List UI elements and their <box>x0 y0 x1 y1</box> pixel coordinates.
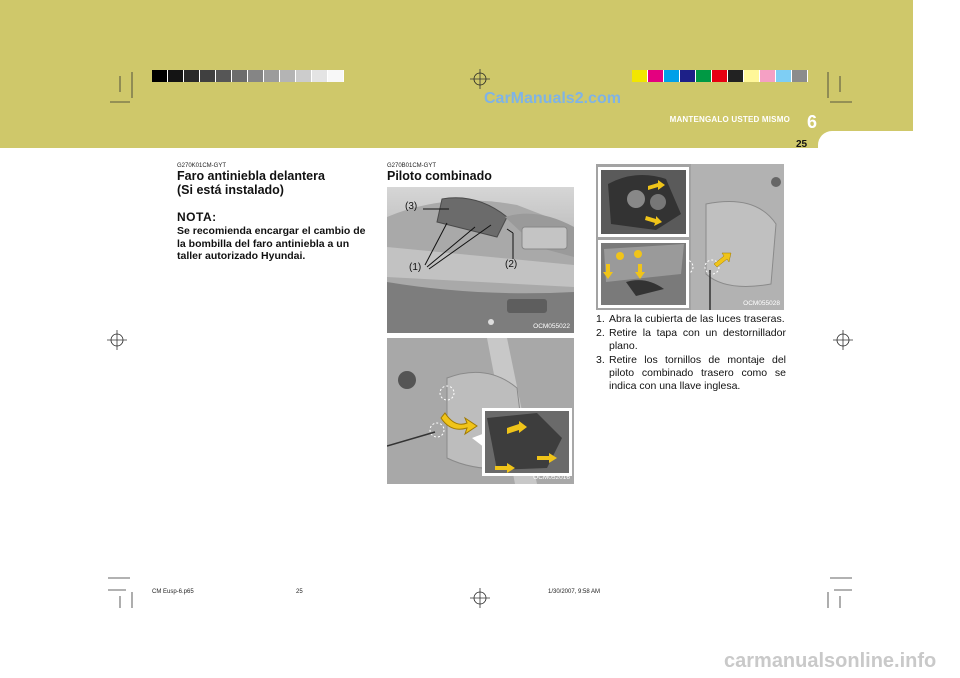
watermark-bottom[interactable]: carmanualsonline.info <box>724 650 937 672</box>
note-text: Se recomienda encargar el cambio de la bombilla del faro antiniebla a un taller autorizado Hyundai. <box>177 225 366 262</box>
watermark-top[interactable]: CarManuals2.com <box>484 90 621 107</box>
section-title: Piloto combinado <box>387 169 492 183</box>
rear-car-photo <box>387 187 574 333</box>
page-number: 25 <box>796 139 808 150</box>
step-number: 2. <box>596 327 605 339</box>
section-code: G270K01CM-GYT <box>177 163 227 169</box>
steps-list <box>596 313 786 394</box>
section-title <box>177 169 367 197</box>
left-column <box>177 163 367 263</box>
chapter-title: MANTENGALO USTED MISMO <box>669 115 790 124</box>
title-line-2: (Si está instalado) <box>177 183 284 197</box>
cover-photo <box>596 164 784 310</box>
list-item <box>596 327 786 353</box>
trunk-panel-photo <box>387 338 574 484</box>
footer-date: 1/30/2007, 9:58 AM <box>548 589 601 595</box>
image-code: OCM055028 <box>743 300 780 307</box>
callout-lines <box>387 187 574 333</box>
callout-3: (3) <box>405 201 418 212</box>
step-text: Abra la cubierta de las luces traseras. <box>609 313 785 325</box>
note-label: NOTA: <box>177 210 217 224</box>
list-item <box>596 313 786 326</box>
footer-file: CM Eusp-6.p65 <box>152 589 194 595</box>
chapter-number: 6 <box>806 112 817 132</box>
cover-illustration <box>596 164 784 310</box>
list-item <box>596 354 786 393</box>
trunk-panel-illustration <box>387 338 574 484</box>
callout-2: (2) <box>505 259 518 270</box>
middle-column-header <box>387 163 577 183</box>
image-code: OCM052016 <box>533 474 570 481</box>
image-code: OCM055022 <box>533 323 570 330</box>
step-number: 1. <box>596 313 605 325</box>
section-code: G270B01CM-GYT <box>387 163 437 169</box>
title-line-1: Faro antiniebla delantera <box>177 169 325 183</box>
step-number: 3. <box>596 354 605 366</box>
step-text: Retire la tapa con un destornillador plano. <box>609 327 786 352</box>
step-text: Retire los tornillos de montaje del piloto combinado trasero como se indica con una llave inglesa. <box>609 354 786 392</box>
callout-1: (1) <box>409 262 422 273</box>
footer-page: 25 <box>296 589 303 595</box>
